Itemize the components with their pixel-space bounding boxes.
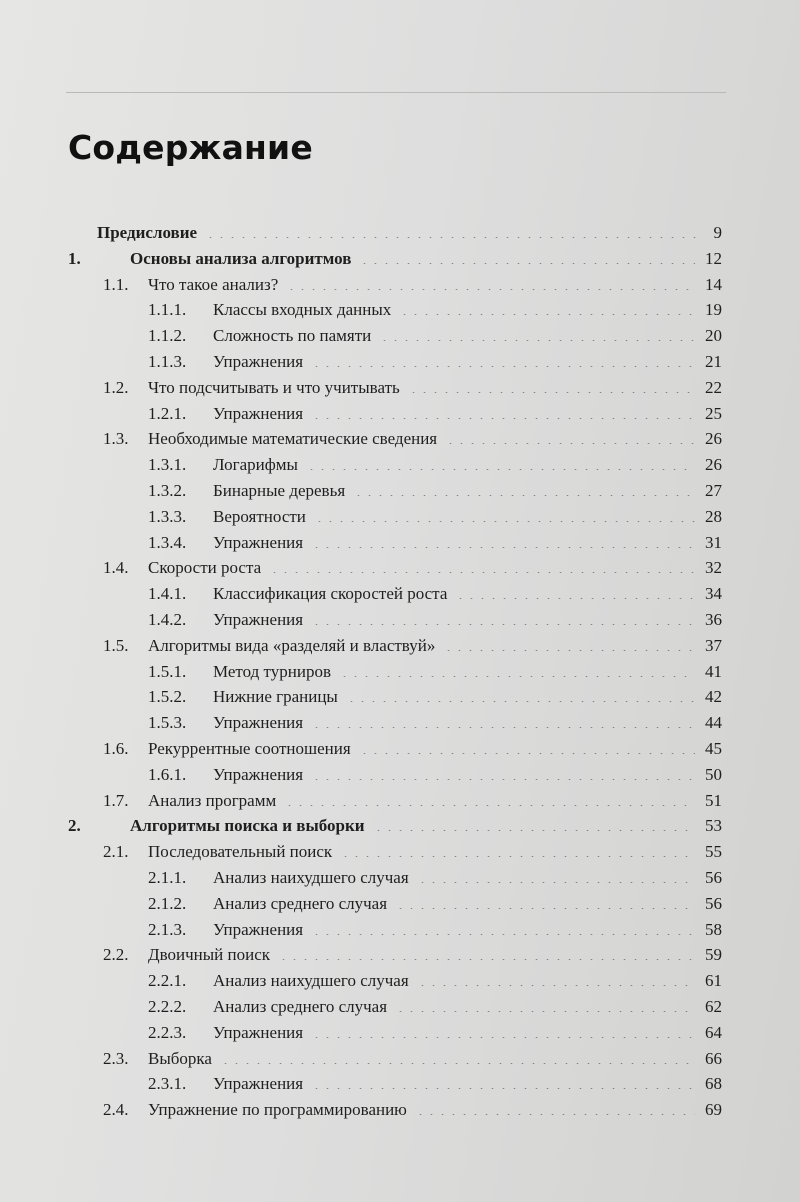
toc-entry-page: 50 [705, 764, 722, 784]
toc-entry-number: 2. [68, 816, 81, 836]
toc-entry-number: 1.4.2. [148, 610, 187, 629]
toc-entry-page: 37 [705, 635, 722, 655]
toc-entry-page: 21 [705, 352, 722, 371]
toc-entry-page: 61 [705, 971, 722, 991]
toc-entry [0, 376, 800, 400]
toc-entry [0, 505, 800, 529]
toc-dot-leader [220, 1054, 695, 1064]
toc-entry [0, 866, 800, 890]
toc-entry-number: 1.1.1. [148, 300, 187, 320]
toc-entry-page: 27 [705, 481, 722, 500]
toc-dot-leader [311, 357, 695, 367]
toc-entry-label: Предисловие [97, 223, 198, 242]
toc-entry [0, 737, 800, 761]
toc-entry-page: 58 [705, 919, 722, 939]
toc-entry-number: 2.1.3. [148, 919, 187, 939]
toc-entry [0, 479, 800, 503]
toc-entry [0, 556, 800, 580]
toc-entry-page: 69 [705, 1100, 722, 1120]
toc-dot-leader [445, 434, 695, 444]
toc-entry [0, 324, 800, 348]
toc-entry-number: 1.5.1. [148, 661, 187, 681]
toc-entry-label: Последовательный поиск [148, 842, 333, 862]
toc-entry-number: 2.3. [103, 1048, 129, 1068]
toc-entry [0, 1098, 800, 1122]
toc-dot-leader [311, 409, 695, 419]
toc-entry-page: 34 [705, 584, 722, 604]
toc-entry [0, 892, 800, 916]
page-title: Содержание [68, 128, 313, 167]
toc-entry-number: 1.3. [103, 429, 129, 449]
toc-dot-leader [311, 615, 695, 625]
toc-entry-label: Основы анализа алгоритмов [130, 248, 352, 268]
toc-entry [0, 711, 800, 735]
toc-entry-number: 2.2. [103, 945, 129, 965]
toc-dot-leader [359, 254, 695, 264]
toc-entry-page: 36 [705, 610, 722, 629]
toc-entry-label: Логарифмы [213, 455, 298, 475]
toc-entry-label: Упражнения [213, 1074, 304, 1094]
toc-entry-page: 25 [705, 403, 722, 423]
toc-entry-label: Анализ наихудшего случая [213, 971, 409, 991]
toc-entry-page: 28 [705, 506, 722, 526]
toc-entry-number: 1.6.1. [148, 764, 187, 784]
toc-entry [0, 789, 800, 813]
toc-dot-leader [339, 667, 695, 677]
toc-entry-number: 2.1. [103, 842, 129, 862]
toc-entry-label: Упражнения [213, 764, 304, 784]
toc-dot-leader [346, 692, 695, 702]
toc-entry-label: Бинарные деревья [213, 481, 346, 500]
toc-entry-label: Метод турниров [213, 661, 331, 681]
toc-entry-label: Анализ программ [148, 790, 277, 810]
toc-entry-label: Что подсчитывать и что учитывать [148, 377, 400, 397]
toc-entry-page: 51 [705, 790, 722, 810]
toc-entry [0, 608, 800, 632]
toc-dot-leader [278, 950, 695, 960]
toc-entry [0, 685, 800, 709]
toc-entry [0, 247, 800, 271]
toc-entry-label: Упражнения [213, 532, 304, 552]
toc-dot-leader [286, 280, 695, 290]
toc-entry [0, 969, 800, 993]
toc-entry [0, 402, 800, 426]
toc-entry-page: 66 [705, 1048, 722, 1068]
toc-entry-label: Упражнения [213, 919, 304, 939]
toc-entry-page: 41 [705, 661, 722, 681]
toc-dot-leader [306, 460, 695, 470]
toc-entry [0, 814, 800, 838]
toc-entry-label: Выборка [148, 1048, 212, 1068]
toc-entry [0, 1047, 800, 1071]
toc-entry-number: 1.4.1. [148, 584, 187, 604]
toc-dot-leader [415, 1105, 695, 1115]
toc-entry-number: 1.6. [103, 739, 129, 758]
toc-dot-leader [408, 383, 695, 393]
toc-entry-number: 2.3.1. [148, 1074, 187, 1094]
toc-entry-number: 1.5.2. [148, 687, 187, 707]
toc-dot-leader [311, 1079, 695, 1089]
toc-entry-label: Необходимые математические сведения [148, 429, 438, 449]
toc-entry-page: 62 [705, 997, 722, 1016]
header-rule [66, 92, 726, 93]
toc-entry-number: 1.2. [103, 377, 129, 397]
toc-entry [0, 1021, 800, 1045]
toc-dot-leader [359, 744, 695, 754]
toc-entry [0, 453, 800, 477]
toc-entry-label: Упражнения [213, 1022, 304, 1042]
toc-entry-page: 59 [705, 945, 722, 965]
toc-dot-leader [340, 847, 695, 857]
toc-dot-leader [373, 821, 695, 831]
toc-entry [0, 582, 800, 606]
toc-dot-leader [311, 718, 695, 728]
toc-entry-page: 45 [705, 739, 722, 758]
toc-entry-label: Что такое анализ? [148, 274, 279, 294]
toc-entry-page: 68 [705, 1074, 722, 1094]
toc-entry-page: 56 [705, 868, 722, 887]
toc-entry-number: 1.3.1. [148, 455, 187, 475]
toc-entry-label: Анализ наихудшего случая [213, 868, 409, 887]
toc-entry-number: 1. [68, 248, 81, 268]
toc-entry-number: 1.4. [103, 558, 129, 578]
toc-entry [0, 273, 800, 297]
toc-entry-number: 1.1.3. [148, 352, 187, 371]
toc-entry-number: 1.3.4. [148, 532, 187, 552]
toc-dot-leader [417, 873, 695, 883]
toc-entry-page: 26 [705, 455, 722, 475]
toc-entry-label: Классы входных данных [213, 300, 392, 320]
toc-entry-page: 53 [705, 816, 722, 836]
toc-entry-label: Алгоритмы поиска и выборки [130, 816, 365, 836]
toc-entry-page: 31 [705, 532, 722, 552]
toc-entry-page: 20 [705, 326, 722, 346]
toc-entry-page: 32 [705, 558, 722, 578]
toc-entry-page: 22 [705, 377, 722, 397]
toc-entry [0, 350, 800, 374]
toc-dot-leader [379, 331, 695, 341]
toc-entry-number: 2.2.2. [148, 997, 187, 1016]
toc-entry-label: Вероятности [213, 506, 306, 526]
toc-entry-page: 19 [705, 300, 722, 320]
toc-entry-label: Сложность по памяти [213, 326, 372, 346]
toc-entry [0, 763, 800, 787]
toc-entry-label: Двоичный поиск [148, 945, 271, 965]
toc-entry [0, 1072, 800, 1096]
toc-entry-page: 55 [705, 842, 722, 862]
toc-entry-number: 1.1.2. [148, 326, 187, 346]
toc-dot-leader [399, 305, 695, 315]
toc-entry-label: Упражнения [213, 713, 304, 733]
toc-entry [0, 531, 800, 555]
toc-entry-label: Нижние границы [213, 687, 338, 707]
toc-dot-leader [284, 796, 695, 806]
toc-entry-label: Классификация скоростей роста [213, 584, 448, 604]
toc-entry [0, 660, 800, 684]
toc-entry-number: 2.1.2. [148, 893, 187, 913]
toc-entry-label: Анализ среднего случая [213, 893, 388, 913]
toc-entry-number: 2.1.1. [148, 868, 187, 887]
toc-entry-number: 1.2.1. [148, 403, 187, 423]
toc-entry-label: Алгоритмы вида «разделяй и властвуй» [148, 635, 436, 655]
toc-dot-leader [311, 925, 695, 935]
toc-dot-leader [417, 976, 695, 986]
toc-entry [0, 918, 800, 942]
toc-entry-number: 2.2.3. [148, 1022, 187, 1042]
toc-entry-page: 56 [705, 893, 722, 913]
toc-entry-page: 14 [705, 274, 722, 294]
toc-entry-number: 2.4. [103, 1100, 129, 1120]
toc-entry [0, 298, 800, 322]
toc-entry [0, 995, 800, 1019]
toc-entry [0, 943, 800, 967]
toc-entry-number: 1.5. [103, 635, 129, 655]
toc-dot-leader [443, 641, 695, 651]
toc-entry-page: 42 [705, 687, 722, 707]
toc-entry-page: 64 [705, 1022, 722, 1042]
toc-dot-leader [311, 770, 695, 780]
toc-dot-leader [205, 228, 703, 238]
toc-dot-leader [455, 589, 695, 599]
toc-entry-number: 1.7. [103, 790, 129, 810]
toc-dot-leader [311, 538, 695, 548]
toc-entry-number: 1.1. [103, 274, 129, 294]
toc-dot-leader [311, 1028, 695, 1038]
toc-entry [0, 221, 800, 245]
toc-dot-leader [269, 563, 695, 573]
toc-entry-label: Упражнения [213, 403, 304, 423]
toc-entry-label: Анализ среднего случая [213, 997, 388, 1016]
toc-dot-leader [353, 486, 695, 496]
toc-entry-label: Рекуррентные соотношения [148, 739, 351, 758]
toc-entry-label: Упражнения [213, 610, 304, 629]
toc-entry-label: Скорости роста [148, 558, 262, 578]
toc-entry-page: 44 [705, 713, 722, 733]
toc-entry-page: 12 [705, 248, 722, 268]
toc-entry-number: 2.2.1. [148, 971, 187, 991]
toc-dot-leader [395, 899, 695, 909]
toc-dot-leader [314, 512, 695, 522]
toc-entry [0, 427, 800, 451]
toc-entry-number: 1.3.2. [148, 481, 187, 500]
toc-entry-number: 1.3.3. [148, 506, 187, 526]
toc-entry [0, 840, 800, 864]
toc-dot-leader [395, 1002, 695, 1012]
toc-entry-label: Упражнения [213, 352, 304, 371]
toc-entry-page: 9 [713, 223, 722, 242]
toc-entry-page: 26 [705, 429, 722, 449]
toc-entry-label: Упражнение по программированию [148, 1100, 407, 1120]
toc-entry [0, 634, 800, 658]
toc-entry-number: 1.5.3. [148, 713, 187, 733]
